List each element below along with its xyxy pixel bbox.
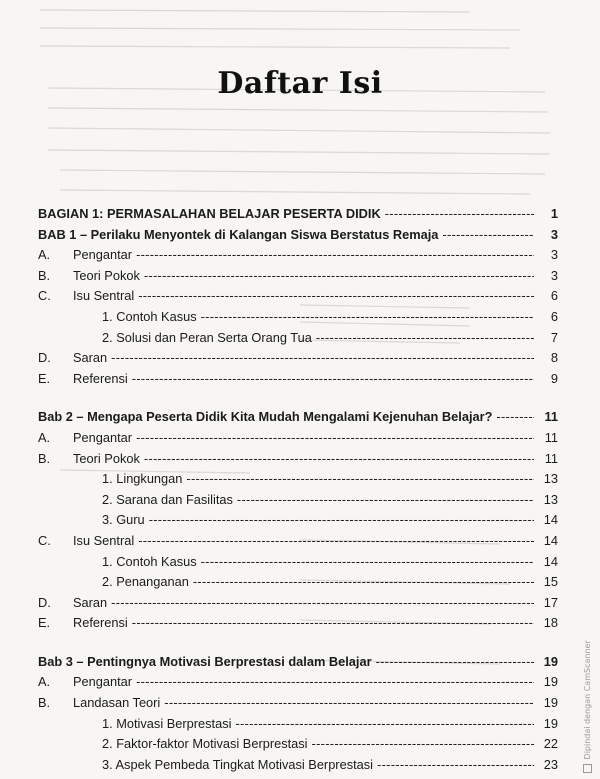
entry-letter: B. <box>38 695 51 711</box>
leader-dots <box>132 613 534 634</box>
entry-letter: A. <box>38 674 51 690</box>
entry-text: Pengantar <box>73 674 133 690</box>
entry-text: Pengantar <box>73 429 133 445</box>
leader-dots <box>193 572 534 593</box>
table-of-contents <box>38 204 558 775</box>
leader-dots <box>201 552 534 573</box>
toc-entry[interactable] <box>38 328 558 349</box>
page-number: 19 <box>543 653 558 669</box>
toc-entry[interactable] <box>38 428 558 449</box>
toc-entry[interactable] <box>38 307 558 328</box>
leader-dots <box>136 672 534 693</box>
entry-text: 1. Contoh Kasus <box>102 308 197 324</box>
page-number: 15 <box>543 574 558 590</box>
page-number: 19 <box>543 715 558 731</box>
part-heading[interactable] <box>38 204 558 225</box>
leader-dots <box>201 307 534 328</box>
entry-text: Saran <box>73 594 108 610</box>
toc-entry[interactable] <box>38 469 558 490</box>
page-number: 11 <box>544 429 558 445</box>
camscanner-icon <box>584 764 593 773</box>
page-number: 14 <box>543 532 558 548</box>
leader-dots <box>312 734 534 755</box>
entry-letter: A. <box>38 247 51 263</box>
page-number: 14 <box>543 512 558 528</box>
leader-dots <box>111 348 534 369</box>
page-number: 3 <box>550 247 558 263</box>
page-number: 19 <box>543 674 558 690</box>
leader-dots <box>138 286 534 307</box>
page-title: Daftar Isi <box>217 66 383 101</box>
leader-dots <box>144 449 534 470</box>
entry-text: Isu Sentral <box>73 532 135 548</box>
entry-text: 3. Aspek Pembeda Tingkat Motivasi Berprestasi <box>102 756 374 772</box>
entry-letter: D. <box>38 594 51 610</box>
leader-dots <box>136 428 534 449</box>
page-number: 19 <box>543 695 558 711</box>
entry-letter: E. <box>38 370 51 386</box>
toc-entry[interactable] <box>38 348 558 369</box>
entry-text: Teori Pokok <box>73 450 140 466</box>
entry-text: Teori Pokok <box>73 267 140 283</box>
toc-entry[interactable] <box>38 693 558 714</box>
toc-entry[interactable] <box>38 572 558 593</box>
leader-dots <box>132 369 534 390</box>
toc-entry[interactable] <box>38 266 558 287</box>
page-number: 11 <box>544 409 558 425</box>
leader-dots <box>149 510 534 531</box>
leader-dots <box>111 593 534 614</box>
chapter-heading[interactable] <box>38 225 558 246</box>
entry-text: 1. Contoh Kasus <box>102 553 197 569</box>
toc-entry[interactable] <box>38 510 558 531</box>
page-number: 3 <box>550 267 558 283</box>
chapter-heading-text: BAB 1 – Perilaku Menyontek di Kalangan Siswa Berstatus Remaja <box>38 226 439 242</box>
leader-dots <box>138 531 534 552</box>
scanner-watermark <box>583 608 597 773</box>
entry-text: 1. Motivasi Berprestasi <box>102 715 232 731</box>
page-number: 14 <box>543 553 558 569</box>
leader-dots <box>237 490 534 511</box>
entry-letter: E. <box>38 615 51 631</box>
leader-dots <box>377 755 534 776</box>
page-number: 13 <box>543 491 558 507</box>
toc-entry[interactable] <box>38 449 558 470</box>
entry-letter: C. <box>38 288 51 304</box>
entry-text: Referensi <box>73 615 128 631</box>
leader-dots <box>376 652 534 673</box>
toc-entry[interactable] <box>38 613 558 634</box>
page-number: 7 <box>550 329 558 345</box>
toc-entry[interactable] <box>38 593 558 614</box>
toc-entry[interactable] <box>38 369 558 390</box>
page-number: 18 <box>543 615 558 631</box>
toc-entry[interactable] <box>38 672 558 693</box>
leader-dots <box>442 225 534 246</box>
part-heading-text: BAGIAN 1: PERMASALAHAN BELAJAR PESERTA DIDIK <box>38 206 381 221</box>
page-number: 8 <box>550 350 558 366</box>
chapter-heading[interactable] <box>38 652 558 673</box>
entry-text: 2. Sarana dan Fasilitas <box>102 491 233 507</box>
toc-entry[interactable] <box>38 245 558 266</box>
toc-entry[interactable] <box>38 734 558 755</box>
toc-entry[interactable] <box>38 714 558 735</box>
leader-dots <box>136 245 534 266</box>
page-number: 17 <box>543 594 558 610</box>
entry-text: 1. Lingkungan <box>102 471 183 487</box>
leader-dots <box>186 469 534 490</box>
leader-dots <box>496 407 534 428</box>
entry-text: 2. Solusi dan Peran Serta Orang Tua <box>102 329 312 345</box>
page-number: 13 <box>543 471 558 487</box>
entry-letter: A. <box>38 429 51 445</box>
chapter-heading[interactable] <box>38 407 558 428</box>
page-number: 3 <box>550 226 558 242</box>
leader-dots <box>385 204 534 225</box>
entry-letter: C. <box>38 532 51 548</box>
entry-text: Referensi <box>73 370 128 386</box>
toc-entry[interactable] <box>38 755 558 776</box>
entry-letter: B. <box>38 267 51 283</box>
toc-entry[interactable] <box>38 552 558 573</box>
leader-dots <box>235 714 534 735</box>
page-number: 9 <box>550 370 558 386</box>
toc-entry[interactable] <box>38 286 558 307</box>
entry-text: Isu Sentral <box>73 288 135 304</box>
entry-text: 2. Penanganan <box>102 574 189 590</box>
entry-text: Pengantar <box>73 247 133 263</box>
chapter-heading-text: Bab 2 – Mengapa Peserta Didik Kita Mudah Mengalami Kejenuhan Belajar? <box>38 409 493 425</box>
chapter-heading-text: Bab 3 – Pentingnya Motivasi Berprestasi dalam Belajar <box>38 653 372 669</box>
page-number: 1 <box>550 206 558 221</box>
leader-dots <box>164 693 534 714</box>
entry-letter: D. <box>38 350 51 366</box>
page-number: 11 <box>544 450 558 466</box>
entry-text: Landasan Teori <box>73 695 161 711</box>
toc-entry[interactable] <box>38 490 558 511</box>
page-number: 23 <box>543 756 558 772</box>
toc-entry[interactable] <box>38 531 558 552</box>
page-number: 6 <box>550 308 558 324</box>
watermark-text: Dipindai dengan CamScanner <box>583 640 592 760</box>
page-number: 6 <box>550 288 558 304</box>
entry-text: Saran <box>73 350 108 366</box>
page-number: 22 <box>543 736 558 752</box>
entry-letter: B. <box>38 450 51 466</box>
leader-dots <box>316 328 534 349</box>
leader-dots <box>144 266 534 287</box>
entry-text: 3. Guru <box>102 512 145 528</box>
entry-text: 2. Faktor-faktor Motivasi Berprestasi <box>102 736 308 752</box>
